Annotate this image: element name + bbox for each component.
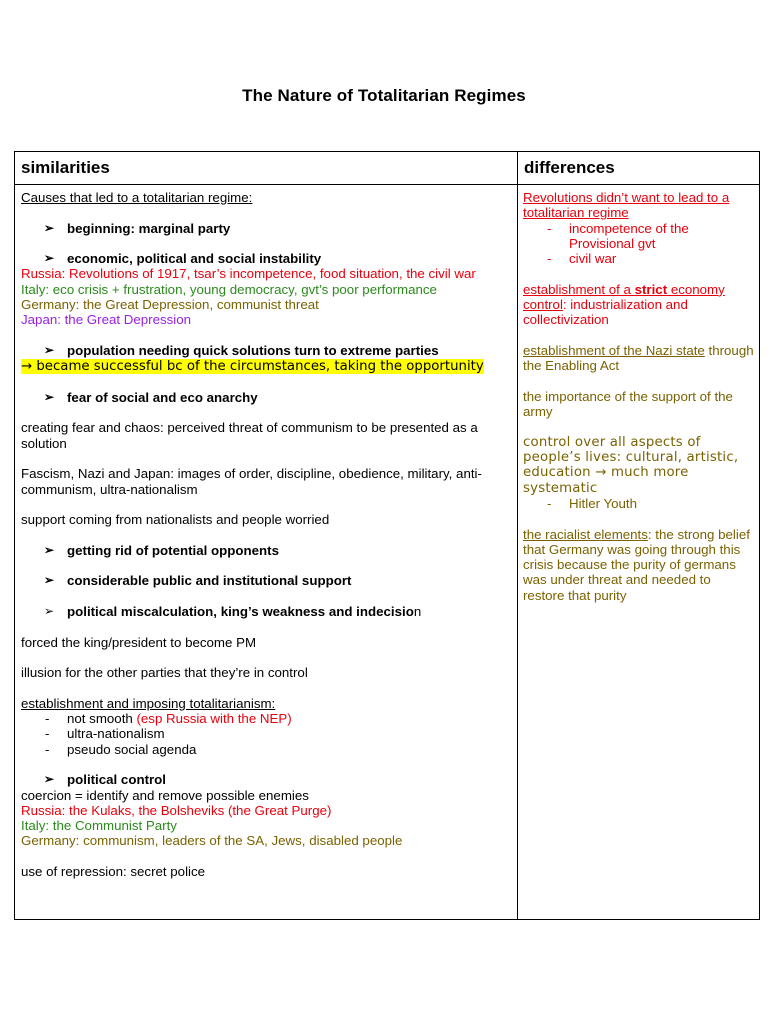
support-text: support coming from nationalists and people worried bbox=[21, 512, 330, 528]
dash-bullet-icon: - bbox=[45, 711, 50, 727]
differences-column bbox=[523, 190, 755, 603]
causes-heading: Causes that led to a totalitarian regime: bbox=[21, 190, 253, 205]
economy-control: establishment of a strict economy control: industrialization and collectivization bbox=[523, 281, 725, 328]
dash-item: - Hitler Youth bbox=[547, 495, 638, 511]
germany-causes: Germany: the Great Depression, communist threat bbox=[21, 297, 319, 313]
dash-item: - pseudo social agenda bbox=[45, 741, 197, 757]
column-divider bbox=[517, 152, 518, 919]
bullet-item: ➢ considerable public and institutional support bbox=[44, 573, 352, 589]
italy-enemies: Italy: the Communist Party bbox=[21, 818, 177, 834]
dash-bullet-icon: - bbox=[45, 741, 50, 757]
page-title: The Nature of Totalitarian Regimes bbox=[242, 86, 526, 105]
russia-enemies: Russia: the Kulaks, the Bolsheviks (the Great Purge) bbox=[21, 802, 332, 818]
dash-item: - not smooth (esp Russia with the NEP) bbox=[45, 711, 292, 727]
racialist-elements: the racialist elements: the strong belief that Germany was going through this crisis because the purity of germans was under threat and needed to restore that purity bbox=[523, 526, 750, 603]
forced-text: forced the king/president to become PM bbox=[21, 634, 257, 650]
arrowhead-bullet-icon: ➢ bbox=[44, 251, 55, 266]
dash-item: - incompetence of the Provisional gvt bbox=[547, 220, 689, 251]
bullet-item: ➢ economic, political and social instability bbox=[44, 251, 322, 267]
dash-bullet-icon: - bbox=[547, 495, 552, 511]
bullet-item: ➢ beginning: marginal party bbox=[44, 220, 231, 236]
arrowhead-bullet-icon: ➢ bbox=[44, 604, 55, 619]
dash-item: - ultra-nationalism bbox=[45, 726, 165, 742]
header-differences: differences bbox=[524, 158, 615, 177]
header-similarities: similarities bbox=[21, 158, 110, 177]
coercion-text: coercion = identify and remove possible enemies bbox=[21, 787, 309, 803]
army-support: the importance of the support of the army bbox=[523, 388, 733, 420]
fear-text: creating fear and chaos: perceived threat of communism to be presented as a solution bbox=[21, 420, 478, 451]
comparison-table bbox=[14, 151, 760, 920]
highlight-note: → became successful bc of the circumstances, taking the opportunity bbox=[21, 359, 484, 375]
arrowhead-bullet-icon: ➢ bbox=[44, 220, 55, 235]
dash-bullet-icon: - bbox=[45, 726, 50, 742]
bullet-item: ➢ population needing quick solutions turn to extreme parties bbox=[44, 342, 439, 358]
nazi-state: establishment of the Nazi state through the Enabling Act bbox=[523, 342, 754, 374]
repression-text: use of repression: secret police bbox=[21, 864, 206, 880]
bullet-item: ➢ political control bbox=[44, 772, 166, 788]
russia-causes: Russia: Revolutions of 1917, tsar’s incompetence, food situation, the civil war bbox=[21, 266, 476, 282]
japan-causes: Japan: the Great Depression bbox=[21, 312, 192, 328]
dash-bullet-icon: - bbox=[547, 220, 552, 236]
dash-item: - civil war bbox=[547, 251, 617, 267]
revolutions-heading: Revolutions didn’t want to lead to a totalitarian regime bbox=[523, 190, 730, 221]
bullet-item: ➢ fear of social and eco anarchy bbox=[44, 389, 258, 405]
bullet-item: ➢ political miscalculation, king’s weakness and indecision bbox=[44, 604, 422, 620]
illusion-text: illusion for the other parties that they’re in control bbox=[21, 665, 308, 681]
establishment-heading: establishment and imposing totalitarianism: bbox=[21, 695, 276, 711]
arrowhead-bullet-icon: ➢ bbox=[44, 342, 55, 357]
dash-bullet-icon: - bbox=[547, 251, 552, 267]
arrowhead-bullet-icon: ➢ bbox=[44, 542, 55, 557]
fascism-text: Fascism, Nazi and Japan: images of order, discipline, obedience, military, anti-communism, ultra-nationalism bbox=[21, 466, 482, 497]
bullet-item: ➢ getting rid of potential opponents bbox=[44, 542, 279, 558]
germany-enemies: Germany: communism, leaders of the SA, Jews, disabled people bbox=[21, 833, 403, 849]
control-aspects: control over all aspects of people’s lives: cultural, artistic, education → much more systematic bbox=[523, 434, 739, 496]
arrowhead-bullet-icon: ➢ bbox=[44, 389, 55, 404]
arrowhead-bullet-icon: ➢ bbox=[44, 573, 55, 588]
header-divider bbox=[15, 184, 759, 185]
italy-causes: Italy: eco crisis + frustration, young democracy, gvt’s poor performance bbox=[21, 281, 437, 297]
similarities-column bbox=[21, 190, 511, 879]
arrowhead-bullet-icon: ➢ bbox=[44, 772, 55, 787]
